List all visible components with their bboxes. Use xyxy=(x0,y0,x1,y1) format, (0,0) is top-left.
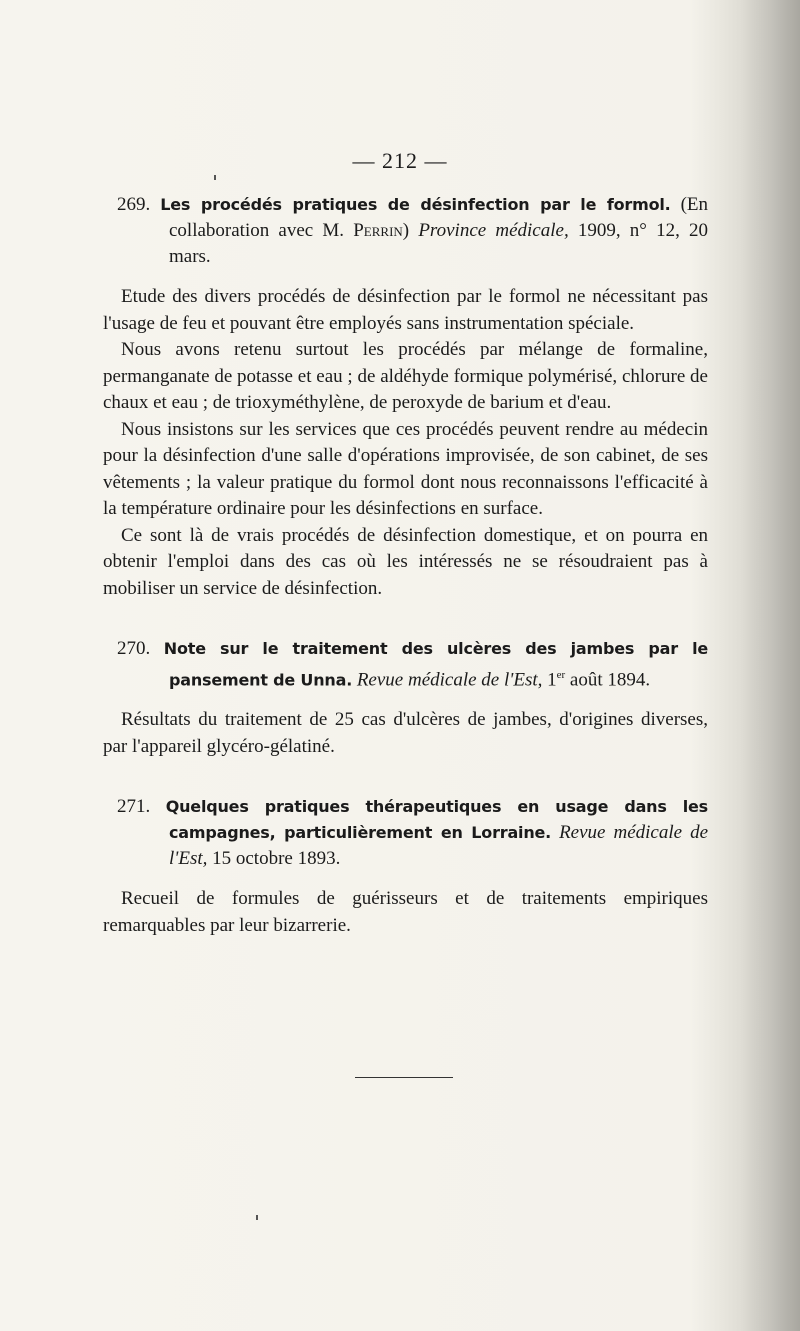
page-content xyxy=(103,192,708,973)
entry-270 xyxy=(103,636,708,760)
paragraph: Etude des divers procédés de désinfection par le formol ne nécessitant pas l'usage de feu et pouvant être employés sans instrumentation spéciale. xyxy=(103,286,708,334)
paragraph: Ce sont là de vrais procédés de désinfection domestique, et on pourra en obtenir l'emploi dans des cas où les intéressés ne se résoudraient pas à mobiliser un service de désinfection. xyxy=(103,524,708,599)
entry-title: Quelques pratiques thérapeutiques en usage dans les campagnes, particulièrement en Lorraine. xyxy=(165,797,709,843)
entry-heading xyxy=(103,192,708,270)
journal-name: Province médicale, xyxy=(418,220,569,241)
entry-body xyxy=(103,284,708,602)
section-separator-rule xyxy=(355,1077,453,1078)
publication-details-date: août 1894. xyxy=(565,669,651,691)
entry-271 xyxy=(103,794,708,939)
entry-number: 271. xyxy=(117,796,151,818)
page-edge-shadow xyxy=(740,0,800,1331)
scan-speck xyxy=(214,175,216,180)
entry-number: 270. xyxy=(117,638,151,659)
entry-269 xyxy=(103,192,708,602)
journal-name: Revue médicale de l'Est, xyxy=(169,822,708,870)
entry-title: Note sur le traitement des ulcères des jambes par le pansement de Unna. xyxy=(163,639,708,690)
entry-body xyxy=(103,886,708,939)
journal-name: Revue médicale de l'Est, xyxy=(356,669,543,691)
publication-details: 1 xyxy=(542,669,557,691)
entry-heading xyxy=(103,636,708,693)
collaboration-prefix: (En collaboration avec M. xyxy=(169,194,709,241)
entry-title: Les procédés pratiques de désinfection par le formol. xyxy=(160,195,671,214)
publication-details: 15 octobre 1893. xyxy=(207,848,341,870)
collaborator-name: Perrin xyxy=(353,220,403,241)
paragraph: Nous avons retenu surtout les procédés par mélange de formaline, permanganate de potasse et eau ; de aldéhyde formique polymérisé, chlorure de chaux et eau ; de trioxyméthylène, de peroxyde de barium et d'eau. xyxy=(103,339,708,413)
paragraph: Nous insistons sur les services que ces procédés peuvent rendre au médecin pour la désinfection d'une salle d'opérations improvisée, de son cabinet, de ses vêtements ; la valeur pratique du formol dont nous reconnaissons l'efficacité à la température ordinaire pour les désinfections en surface. xyxy=(103,418,708,519)
paragraph: Recueil de formules de guérisseurs et de traitements empiriques remarquables par leur bizarrerie. xyxy=(103,888,708,936)
publication-details: 1909, n° 12, 20 mars. xyxy=(169,220,709,267)
scan-speck xyxy=(256,1215,258,1220)
paragraph: Résultats du traitement de 25 cas d'ulcères de jambes, d'origines diverses, par l'appareil glycéro-gélatiné. xyxy=(103,709,708,757)
collaboration-suffix: ) xyxy=(402,220,410,241)
page-number: — 212 — xyxy=(352,148,448,173)
entry-heading xyxy=(103,794,708,872)
entry-body xyxy=(103,707,708,760)
ordinal-superscript: er xyxy=(556,669,566,681)
entry-number: 269. xyxy=(117,194,151,215)
